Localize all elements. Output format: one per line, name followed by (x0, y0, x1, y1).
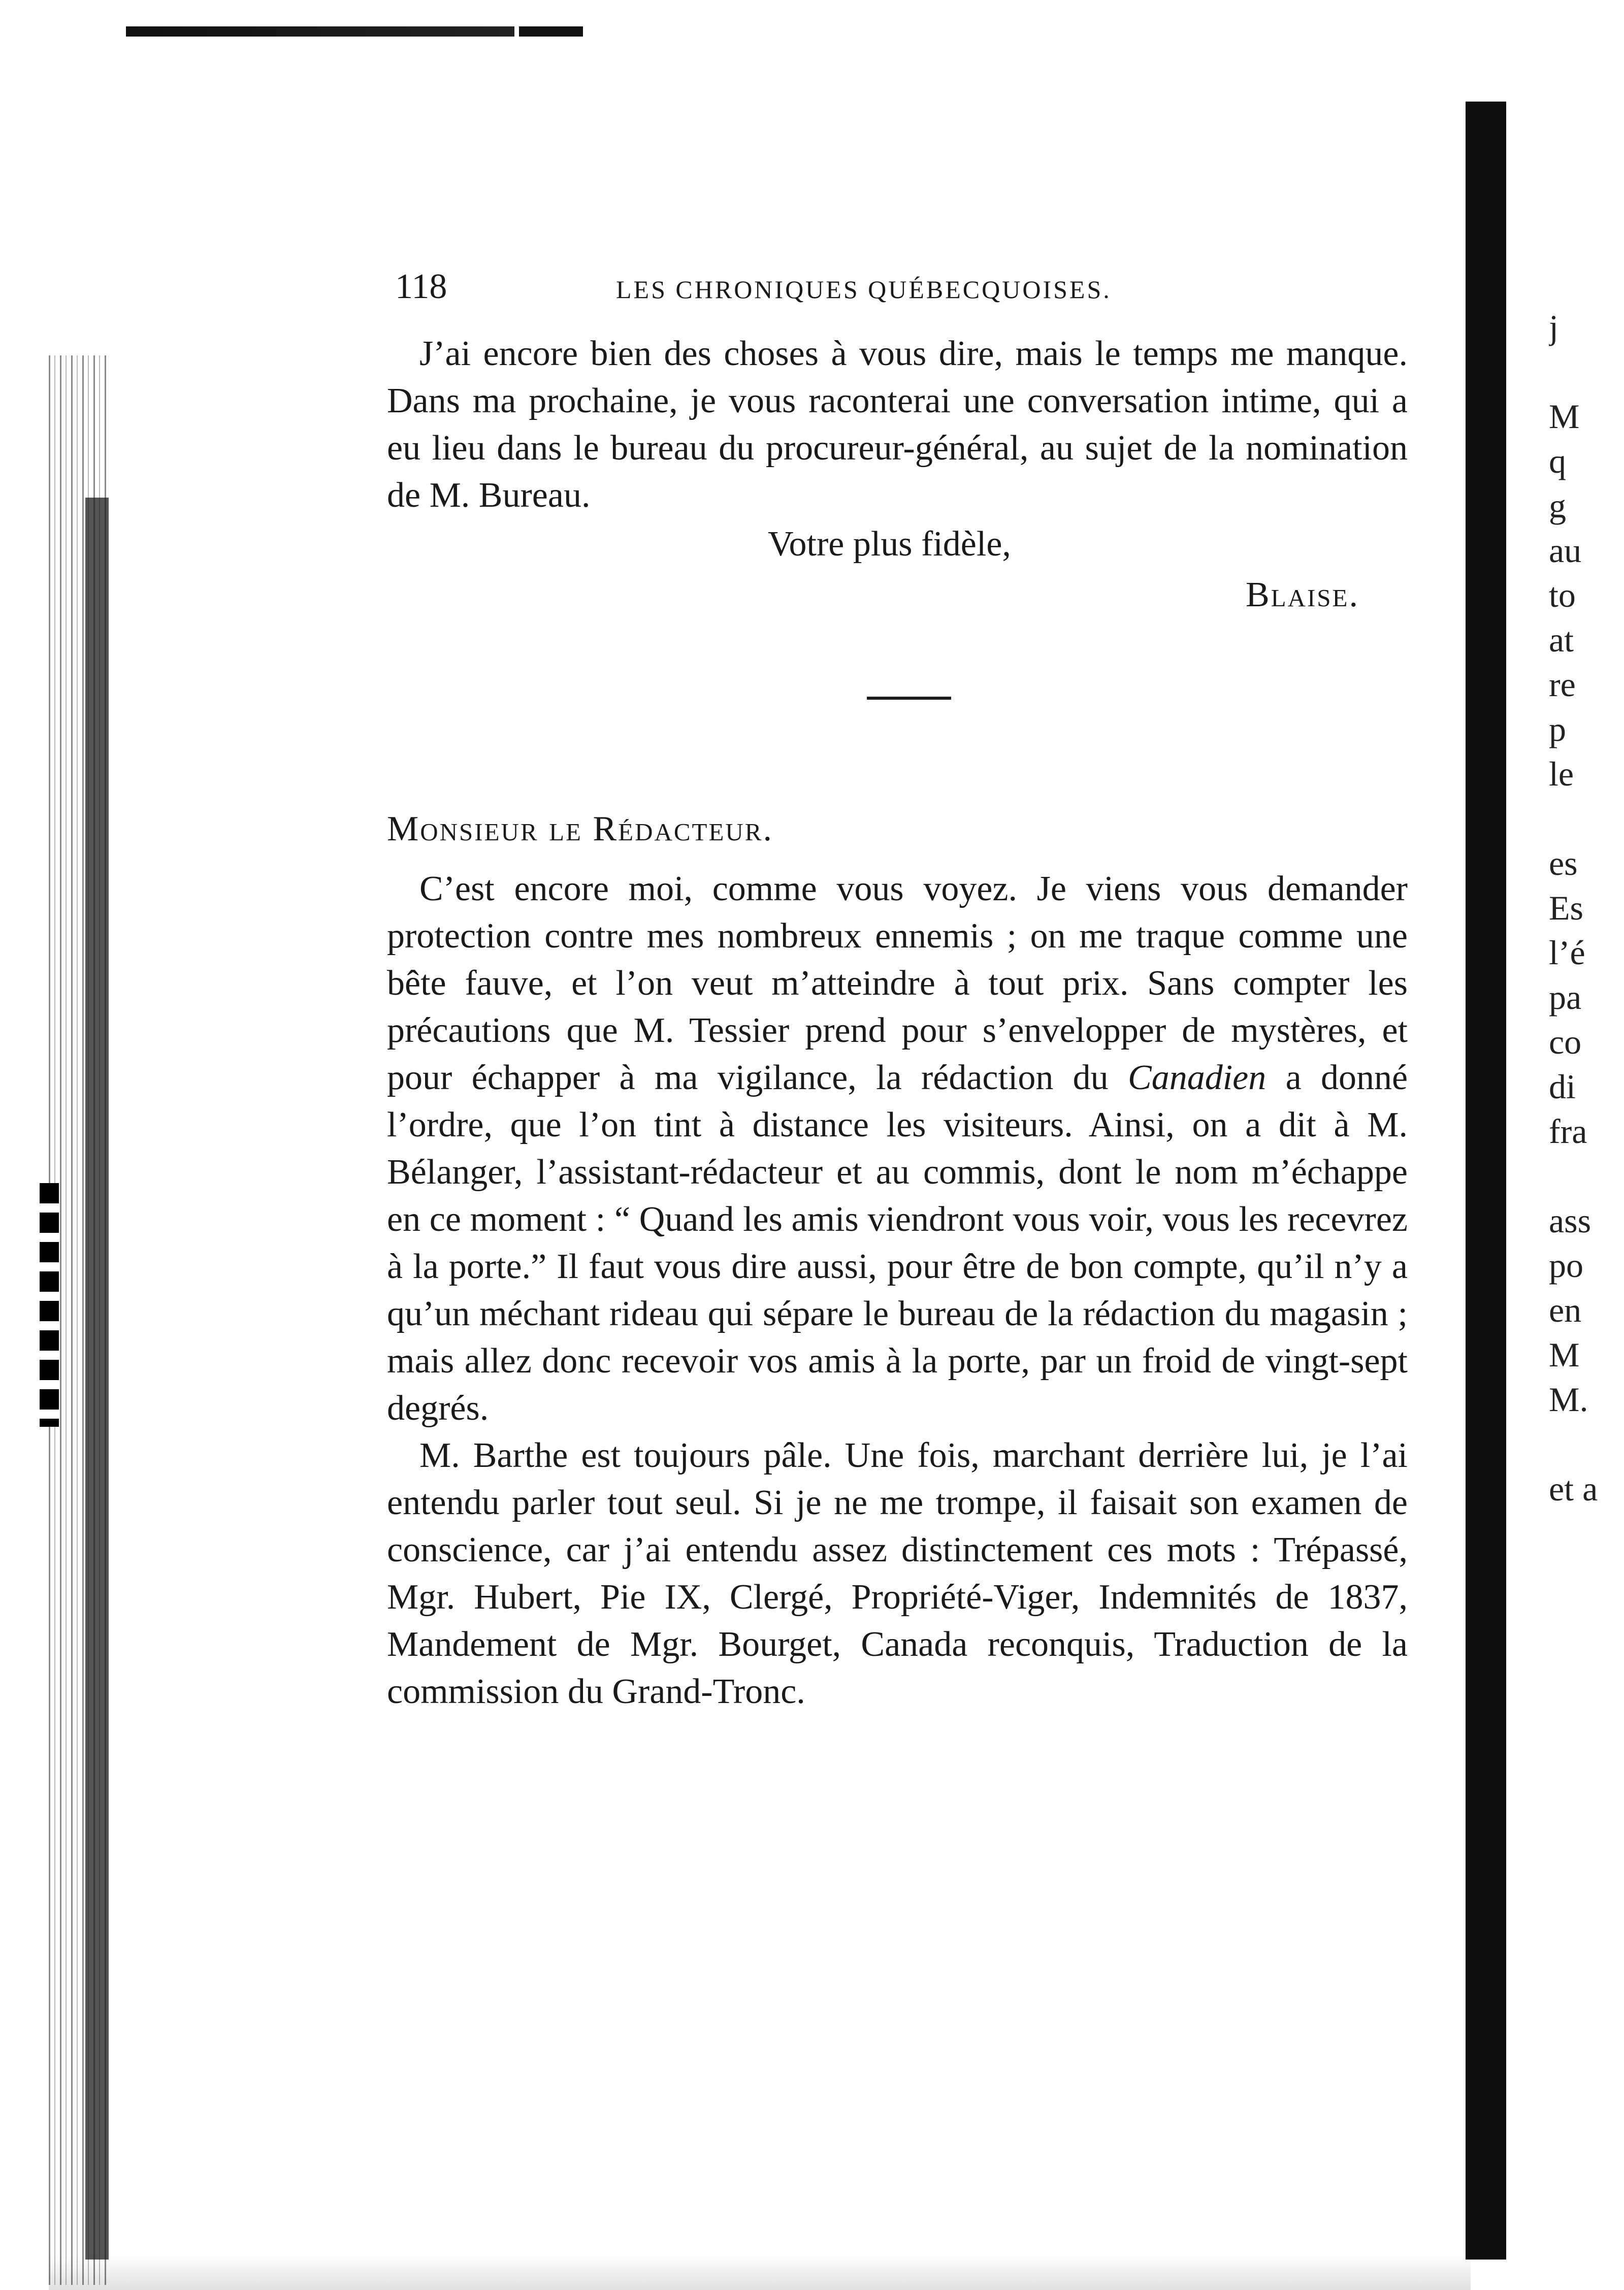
scan-edge-top (126, 26, 583, 37)
letter1-signature: Blaise. (1245, 575, 1359, 614)
facing-page-fragment: j M q g au to at re p le es Es l’é pa co di fra ass po en M M. et a (1549, 308, 1598, 1508)
letter2-paragraph-1-start: C’est encore moi, comme vous voyez. Je viens vous demander protection contre mes nombreux ennemis ; on me traque comme une bête fauve, et l’on veut m’atteindre à tout prix. Sans compter les précautions que M. Tessier prend pour s’envelopper de mystères, et pour échapper à ma vigilance, la rédaction du (387, 869, 1408, 1097)
section-divider (867, 697, 951, 700)
scan-edge-left-shadow (85, 498, 109, 2260)
letter2-paragraph-2: M. Barthe est toujours pâle. Une fois, marchant derrière lui, je l’ai entendu parler tout seul. Si je ne me trompe, il faisait son examen de conscience, car j’ai entendu assez distinctement ces mots : Trépassé, Mgr. Hubert, Pie IX, Clergé, Propriété-Viger, Indemnités de 1837, Mandement de Mgr. Bourget, Canada reconquis, Traduction de la commission du Grand-Tronc. (387, 1436, 1408, 1711)
scan-edge-left-marks (40, 1183, 59, 1427)
letter1-paragraph: J’ai encore bien des choses à vous dire, mais le temps me manque. Dans ma prochaine, je vous raconterai une conversation intime, qui a eu lieu dans le bureau du procureur-général, au sujet de la nomination de M. Bureau. (387, 334, 1408, 515)
letter2-salutation: Monsieur le Rédacteur. (387, 809, 773, 848)
page-header (395, 264, 1228, 310)
page-number: 118 (395, 267, 447, 306)
letter1-closing: Votre plus fidèle, (768, 525, 1011, 564)
scan-edge-bottom (49, 2254, 1471, 2290)
newspaper-title: Canadien (1128, 1058, 1266, 1097)
page-body (387, 330, 1408, 1715)
scan-gutter-shadow (1466, 102, 1506, 2260)
running-title: LES CHRONIQUES QUÉBECQUOISES. (616, 275, 1112, 304)
letter2-paragraph-1-end: a donné l’ordre, que l’on tint à distance les visiteurs. Ainsi, on a dit à M. Bélanger, l’assistant-rédacteur et au commis, dont le nom m’échappe en ce moment : “ Quand les amis viendront vous voir, vous les recevrez à la porte.” Il faut vous dire aussi, pour être de bon compte, qu’il n’y a qu’un méchant rideau qui sépare le bureau de la rédaction du magasin ; mais allez donc recevoir vos amis à la porte, par un froid de vingt-sept degrés. (387, 1058, 1408, 1428)
letter2-paragraph-1 (387, 865, 1408, 1432)
